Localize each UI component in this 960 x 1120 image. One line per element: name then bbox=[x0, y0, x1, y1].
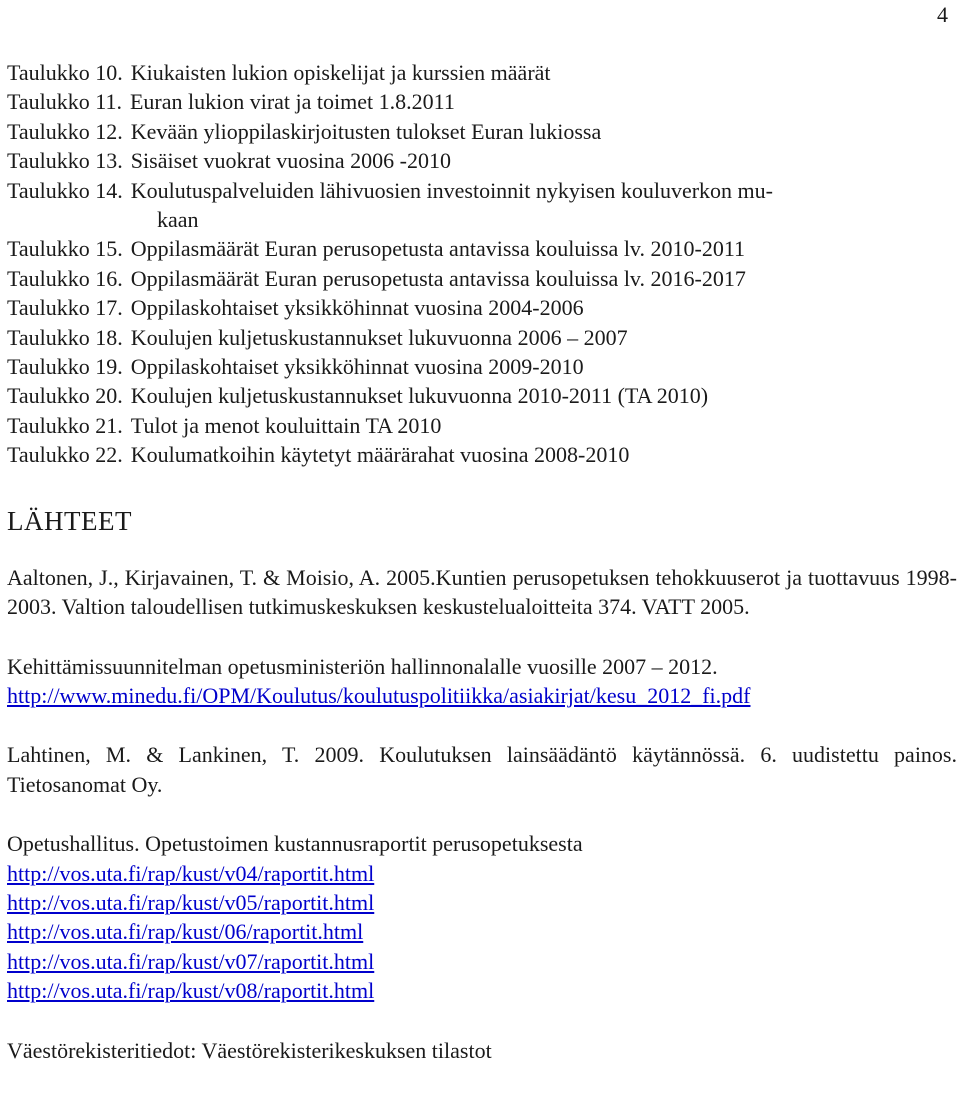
table-list bbox=[7, 58, 957, 470]
toc-entry bbox=[7, 411, 957, 440]
toc-title: Oppilaskohtaiset yksikköhinnat vuosina 2009-2010 bbox=[130, 354, 584, 380]
toc-title: Kiukaisten lukion opiskelijat ja kurssien määrät bbox=[130, 60, 551, 85]
reference-text: Aaltonen, J., Kirjavainen, T. & Moisio, A. 2005.Kuntien perusopetuksen tehokkuuserot ja tuottavuus 1998-2003. Valtion taloudellisen tutkimuskeskuksen keskustelualoitteita 374. VATT 2005. bbox=[7, 564, 957, 620]
toc-title: Oppilaskohtaiset yksikköhinnat vuosina 2004-2006 bbox=[130, 295, 584, 321]
reference-text: Väestörekisteritiedot: Väestörekisterikeskuksen tilastot bbox=[7, 1037, 492, 1063]
document-body bbox=[7, 58, 957, 1095]
toc-title: Oppilasmäärät Euran perusopetusta antavissa kouluissa lv. 2016-2017 bbox=[130, 265, 746, 291]
reference-entry bbox=[7, 1036, 957, 1065]
toc-entry bbox=[7, 352, 957, 381]
toc-label: Taulukko 15. bbox=[7, 236, 123, 262]
toc-entry bbox=[7, 234, 957, 263]
toc-entry bbox=[7, 264, 957, 293]
reference-link[interactable]: http://www.minedu.fi/OPM/Koulutus/koulutuspolitiikka/asiakirjat/kesu_2012_fi.pdf bbox=[7, 682, 751, 708]
toc-label: Taulukko 12. bbox=[7, 118, 123, 144]
toc-label: Taulukko 13. bbox=[7, 148, 123, 174]
toc-label: Taulukko 21. bbox=[7, 412, 123, 438]
toc-title: Sisäiset vuokrat vuosina 2006 -2010 bbox=[130, 148, 451, 174]
page-number: 4 bbox=[937, 2, 948, 27]
toc-title: Euran lukion virat ja toimet 1.8.2011 bbox=[129, 89, 455, 115]
toc-title: Oppilasmäärät Euran perusopetusta antavissa kouluissa lv. 2010-2011 bbox=[130, 236, 746, 262]
reference-link[interactable]: http://vos.uta.fi/rap/kust/v05/raportit.html bbox=[7, 889, 375, 915]
toc-label: Taulukko 20. bbox=[7, 383, 123, 409]
toc-label: Taulukko 17. bbox=[7, 295, 123, 321]
toc-entry bbox=[7, 146, 957, 175]
toc-entry bbox=[7, 87, 957, 116]
toc-entry bbox=[7, 176, 957, 205]
sources-heading: LÄHTEET bbox=[7, 505, 132, 536]
toc-label: Taulukko 14. bbox=[7, 177, 123, 203]
toc-label: Taulukko 10. bbox=[7, 60, 123, 85]
reference-link[interactable]: http://vos.uta.fi/rap/kust/06/raportit.html bbox=[7, 919, 364, 945]
reference-link[interactable]: http://vos.uta.fi/rap/kust/v08/raportit.html bbox=[7, 978, 375, 1004]
toc-title: Kevään ylioppilaskirjoitusten tulokset Euran lukiossa bbox=[130, 118, 602, 144]
toc-label: Taulukko 19. bbox=[7, 354, 123, 380]
toc-title: Koulutuspalveluiden lähivuosien investoinnit nykyisen kouluverkon mu- bbox=[130, 177, 773, 203]
reference-entry bbox=[7, 740, 957, 799]
reference-link[interactable]: http://vos.uta.fi/rap/kust/v04/raportit.html bbox=[7, 860, 375, 886]
toc-title: Koulumatkoihin käytetyt määrärahat vuosina 2008-2010 bbox=[130, 442, 630, 468]
toc-title: Koulujen kuljetuskustannukset lukuvuonna 2006 – 2007 bbox=[130, 324, 628, 350]
reference-text: Kehittämissuunnitelman opetusministeriön hallinnonalalle vuosille 2007 – 2012. bbox=[7, 653, 718, 679]
toc-entry bbox=[7, 381, 957, 410]
reference-text: Opetushallitus. Opetustoimen kustannusraportit perusopetuksesta bbox=[7, 831, 583, 857]
toc-title: Tulot ja menot kouluittain TA 2010 bbox=[130, 412, 442, 438]
toc-entry bbox=[7, 58, 957, 87]
reference-list bbox=[7, 563, 957, 1065]
reference-text: Lahtinen, M. & Lankinen, T. 2009. Koulutuksen lainsäädäntö käytännössä. 6. uudistettu painos. Tietosanomat Oy. bbox=[7, 742, 957, 797]
toc-continuation: kaan bbox=[157, 207, 199, 233]
toc-entry bbox=[7, 440, 957, 469]
toc-entry bbox=[7, 117, 957, 146]
reference-link[interactable]: http://vos.uta.fi/rap/kust/v07/raportit.html bbox=[7, 948, 375, 974]
toc-label: Taulukko 16. bbox=[7, 265, 123, 291]
toc-label: Taulukko 22. bbox=[7, 442, 123, 468]
toc-label: Taulukko 18. bbox=[7, 324, 123, 350]
toc-label: Taulukko 11. bbox=[7, 89, 122, 115]
toc-entry bbox=[7, 293, 957, 322]
toc-entry bbox=[7, 323, 957, 352]
reference-entry bbox=[7, 563, 957, 622]
reference-entry bbox=[7, 652, 957, 711]
reference-entry bbox=[7, 829, 957, 1005]
toc-title: Koulujen kuljetuskustannukset lukuvuonna 2010-2011 (TA 2010) bbox=[130, 383, 709, 409]
